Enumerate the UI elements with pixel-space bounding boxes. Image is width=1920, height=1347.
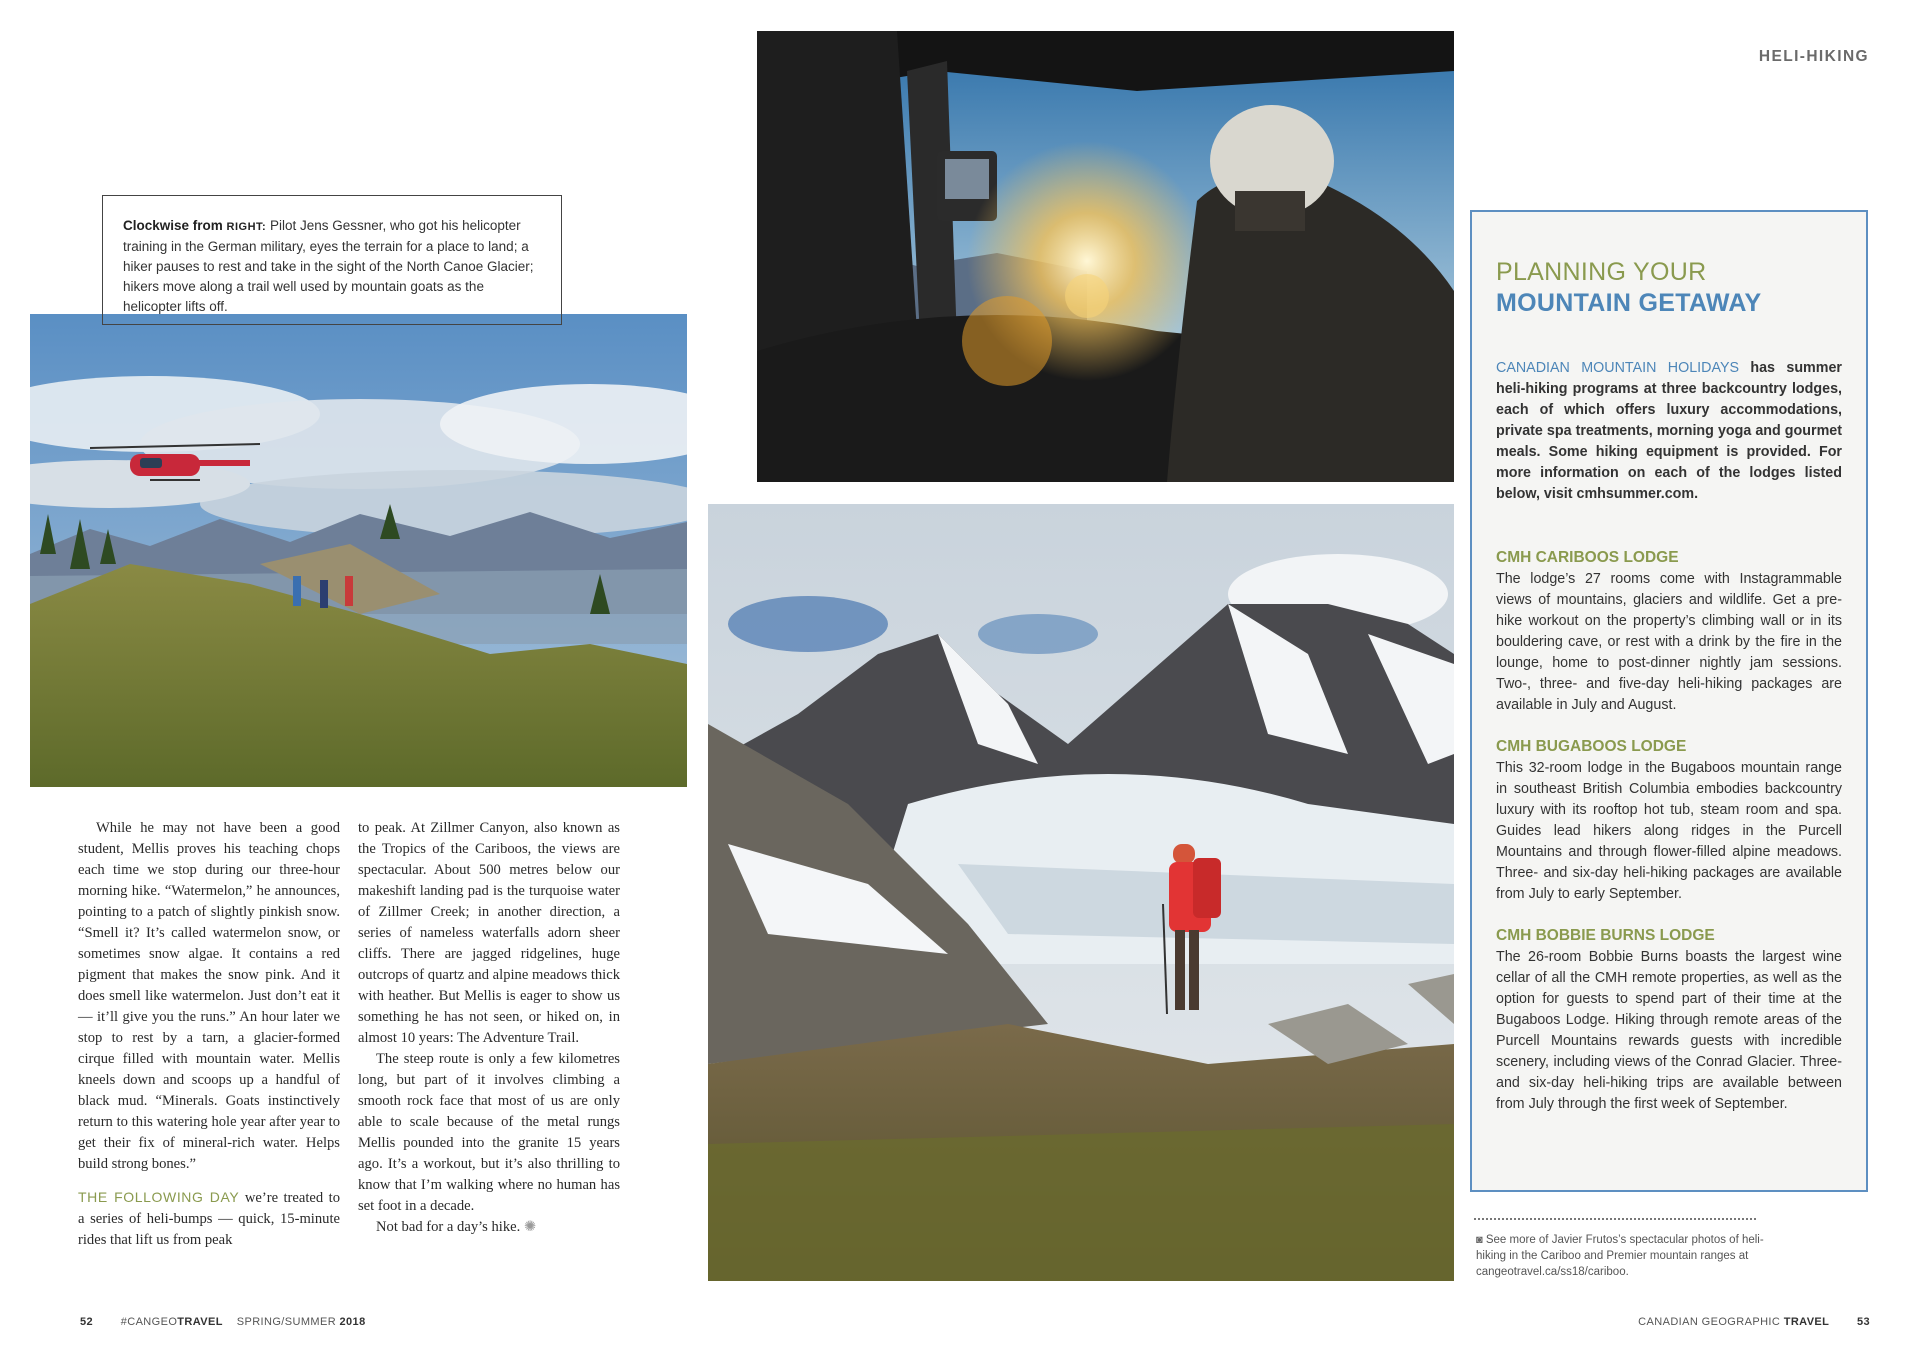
- lodge-heading: CMH CARIBOOS LODGE: [1496, 549, 1679, 566]
- article-column-1: [78, 818, 340, 1251]
- footer-publication: CANADIAN GEOGRAPHIC TRAVEL: [1638, 1316, 1830, 1328]
- sidebar-title-line1: PLANNING YOUR: [1496, 258, 1707, 286]
- photo-hiker-glacier: [708, 504, 1454, 1281]
- article-column-2: [358, 818, 620, 1238]
- section-label: HELI-HIKING: [1758, 48, 1869, 65]
- photo-gallery-note: ◙ See more of Javier Frutos’s spectacular photos of heli-hiking in the Cariboo and Premier mountain ranges at cangeotravel.ca/ss18/cariboo.: [1476, 1234, 1764, 1278]
- caption-text: Pilot Jens Gessner, who got his helicopter training in the German military, eyes the terrain for a place to land; a hiker pauses to rest and take in the sight of the North Canoe Glacier; hikers move along a trail well used by mountain goats as the helicopter lifts off.: [123, 218, 534, 314]
- lodge-description: The lodge’s 27 rooms come with Instagrammable views of mountains, glaciers and wildlife. Get a pre-hike workout on the property’s climbing wall or in its bouldering cave, or rest with a drink by the fire in the lounge, home to post-dinner nightly jam sessions. Two-, three- and five-day heli-hiking packages are available in July and August.: [1496, 571, 1842, 713]
- lodge-heading: CMH BOBBIE BURNS LODGE: [1496, 927, 1715, 944]
- article-paragraph: THE FOLLOWING DAY we’re treated to a series of heli-bumps — quick, 15-minute rides that lift us from peak: [78, 1189, 341, 1248]
- lodge-description: This 32-room lodge in the Bugaboos mountain range in southeast British Columbia embodies backcountry luxury with its rooftop hot tub, steam room and spa. Guides lead hikers along ridges in the Purcell Mountains and through flower-filled alpine meadows. Three- and six-day heli-hiking packages are available from July to early September.: [1496, 760, 1842, 902]
- sidebar-planning-box: [1470, 210, 1868, 1192]
- brand-name: CANADIAN MOUNTAIN HOLIDAYS: [1496, 360, 1740, 376]
- lodge-description: The 26-room Bobbie Burns boasts the largest wine cellar of all the CMH remote properties, as well as the option for guests to spend part of their time at the Bugaboos Lodge. Hiking through remote areas of the Purcell Mountains rewards guests with incredible scenery, including views of the Conrad Glacier. Three- and six-day heli-hiking trips are available between from July through the first week of September.: [1496, 949, 1842, 1112]
- footer-right: [1638, 1316, 1870, 1328]
- sidebar-intro: CANADIAN MOUNTAIN HOLIDAYS has summer heli-hiking programs at three backcountry lodges, each of which offers luxury accommodations, private spa treatments, morning yoga and gourmet meals. Some hiking equipment is provided. For more information on each of the lodges listed below, visit cmhsummer.com.: [1496, 360, 1842, 502]
- article-paragraph: to peak. At Zillmer Canyon, also known as the Tropics of the Cariboos, the views are spectacular. About 500 metres below our makeshift landing pad is the turquoise water of Zillmer Creek; in another direction, a series of nameless waterfalls adorn sheer cliffs. There are jagged ridgelines, huge outcrops of quartz and alpine meadows thick with heather. But Mellis is eager to show us something he has not seen, or hiked on, in almost 10 years: The Adventure Trail.: [358, 820, 620, 1046]
- footer-left: [80, 1316, 366, 1328]
- page-number-left: 52: [80, 1316, 94, 1328]
- paragraph-lead-in: THE FOLLOWING DAY: [78, 1189, 240, 1205]
- photo-caption: [102, 195, 562, 325]
- photo-helicopter-cockpit: [757, 31, 1454, 482]
- caption-lead: Clockwise from RIGHT:: [123, 218, 267, 233]
- lodge-heading: CMH BUGABOOS LODGE: [1496, 738, 1687, 755]
- photo-helicopter-meadow: [30, 314, 687, 787]
- dotted-divider: [1474, 1218, 1756, 1220]
- footer-hashtag: #CANGEOTRAVEL: [120, 1316, 223, 1328]
- article-paragraph: Not bad for a day’s hike. ✺: [376, 1219, 537, 1235]
- article-paragraph: The steep route is only a few kilometres long, but part of it involves climbing a smooth rock face that most of us are only able to scale because of the metal rungs Mellis pounded into the granite 15 years ago. It’s a workout, but it’s also thrilling to know that I’m walking where no human has set foot in a decade.: [358, 1051, 620, 1214]
- footer-issue: SPRING/SUMMER 2018: [236, 1316, 366, 1328]
- sidebar-title-line2: MOUNTAIN GETAWAY: [1496, 289, 1762, 317]
- end-mark-icon: ✺: [523, 1219, 537, 1235]
- camera-icon: ◙: [1476, 1234, 1483, 1246]
- article-paragraph: While he may not have been a good student, Mellis proves his teaching chops each time we stop during our three-hour morning hike. “Watermelon,” he announces, pointing to a patch of slightly pinkish snow. “Smell it? It’s called watermelon snow, or sometimes snow algae. It contains a red pigment that makes the snow pink. And it does smell like watermelon. Just don’t eat it — it’ll give you the runs.” An hour later we stop to rest by a tarn, a glacier-formed cirque filled with mountain water. Mellis kneels down and scoops up a handful of black mud. “Minerals. Goats instinctively return to this watering hole year after year to get their fix of mineral-rich water. Helps build strong bones.”: [78, 820, 340, 1172]
- page-number-right: 53: [1856, 1316, 1870, 1328]
